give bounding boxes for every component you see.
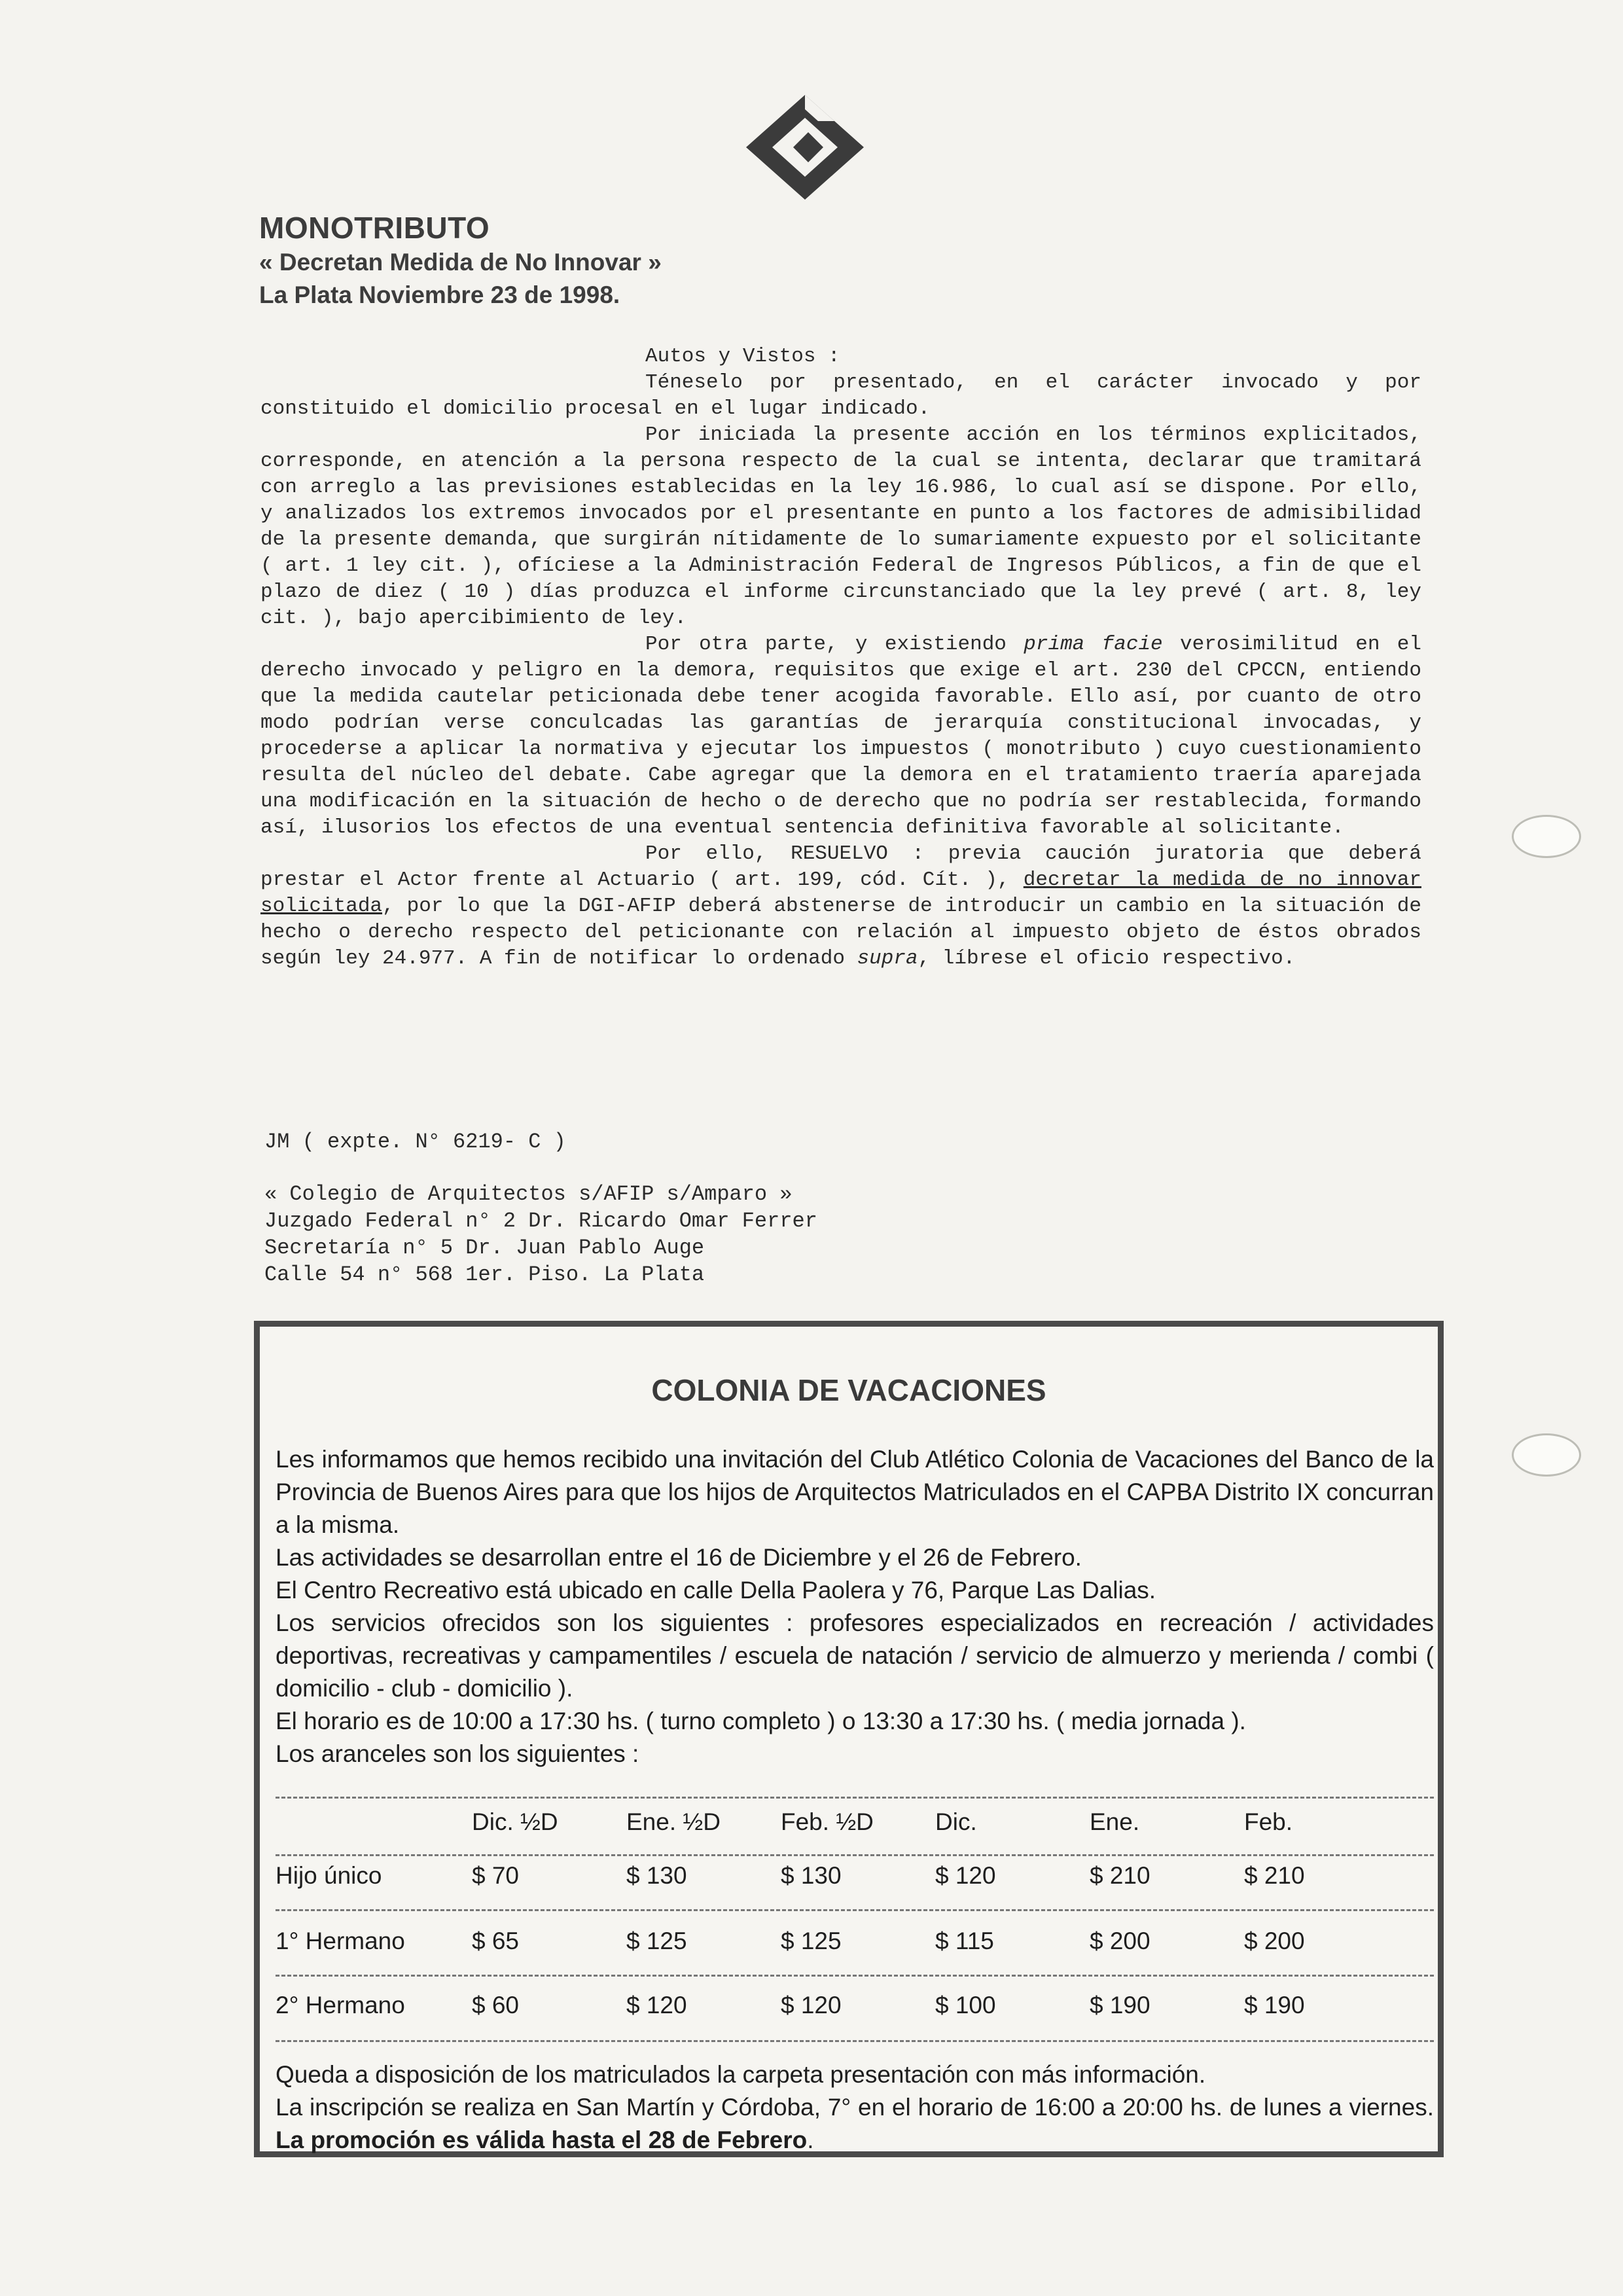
capba-diamond-logo-icon [740, 92, 870, 203]
box-footer [276, 2058, 1434, 2157]
table-cell: $ 130 [626, 1862, 687, 1889]
column-header: Feb. ½D [781, 1808, 874, 1835]
table-cell: $ 210 [1244, 1862, 1305, 1889]
caption-line: « Colegio de Arquitectos s/AFIP s/Amparo » [264, 1182, 793, 1206]
text-run: verosimilitud en el derecho invocado y peligro en la demora, requisitos que exige el art. 230 del CPCCN, entiendo que la medida cautelar peticionada debe tener acogida favorable. Ello así, por cuanto de otro modo podrían verse conculcadas las garantías de jerarquía constitucional invocadas, y procederse a aplicar la normativa y ejecutar los impuestos ( monotributo ) cuyo cuestionamiento resulta del núcleo del debate. Cabe agregar que la demora en el tratamiento traería aparejada una modificación en la situación de hecho o de derecho que no podría ser restablecida, formando así, ilusorios los efectos de una eventual sentencia definitiva favorable al solicitante. [260, 633, 1421, 839]
case-caption [264, 1181, 817, 1288]
box-body [276, 1443, 1434, 1770]
text-run: , por lo que la DGI-AFIP deberá abstenerse de introducir un cambio en la situación de hecho o derecho respecto del peticionante con relación al impuesto objeto de éstos obrados según ley 24.977. A fin de notificar lo ordenado [260, 895, 1421, 970]
column-header: Ene. [1090, 1808, 1140, 1835]
table-cell: $ 200 [1244, 1928, 1305, 1954]
table-row [276, 1928, 1434, 1960]
page-subtitle: « Decretan Medida de No Innovar » [259, 249, 662, 276]
box-title: COLONIA DE VACACIONES [651, 1373, 1046, 1407]
caption-line: Juzgado Federal n° 2 Dr. Ricardo Omar Ferrer [264, 1209, 817, 1233]
ruling-paragraph [260, 632, 1421, 841]
table-cell: $ 120 [935, 1862, 996, 1889]
court-ruling [260, 344, 1421, 972]
text-run: , líbrese el oficio respectivo. [918, 947, 1296, 970]
ruling-paragraph: Téneselo por presentado, en el carácter invocado y por constituido el domicilio procesal en el lugar indicado. [260, 371, 1421, 420]
text-run: . [807, 2126, 814, 2153]
column-header: Ene. ½D [626, 1808, 721, 1835]
ruling-paragraph [260, 841, 1421, 972]
ruling-paragraph: Autos y Vistos : [645, 345, 840, 368]
case-reference: JM ( expte. N° 6219- C ) [264, 1130, 566, 1154]
table-cell: $ 120 [781, 1992, 842, 2018]
table-divider [276, 1975, 1434, 1977]
italic-text: prima facie [1024, 633, 1163, 656]
info-paragraph: Los servicios ofrecidos son los siguientes : profesores especializados en recreación / actividades deportivas, recreativas y campamentiles / escuela de natación / servicio de almuerzo y merienda / combi ( domicilio - club - domicilio ). [276, 1609, 1434, 1702]
document-header [259, 209, 662, 312]
table-divider [276, 1854, 1434, 1856]
row-label: 2° Hermano [276, 1992, 405, 2018]
punch-hole [1512, 1433, 1581, 1477]
table-cell: $ 210 [1090, 1862, 1150, 1889]
table-header-row [276, 1808, 1434, 1841]
colonia-box [254, 1321, 1444, 2157]
table-cell: $ 125 [626, 1928, 687, 1954]
table-row [276, 1862, 1434, 1895]
text-run: Por otra parte, y existiendo [645, 633, 1024, 656]
table-cell: $ 190 [1244, 1992, 1305, 2018]
text-run: Por ello, RESUELVO : previa caución juratoria que deberá prestar el Actor frente al Actuario ( art. 199, cód. Cít. ), [260, 842, 1421, 891]
caption-line: Secretaría n° 5 Dr. Juan Pablo Auge [264, 1236, 705, 1260]
table-cell: $ 60 [472, 1992, 520, 2018]
row-label: 1° Hermano [276, 1928, 405, 1954]
table-cell: $ 200 [1090, 1928, 1150, 1954]
column-header: Dic. [935, 1808, 977, 1835]
table-cell: $ 130 [781, 1862, 842, 1889]
column-header: Feb. [1244, 1808, 1293, 1835]
table-divider [276, 2040, 1434, 2042]
info-paragraph: El Centro Recreativo está ubicado en calle Della Paolera y 76, Parque Las Dalias. [276, 1577, 1156, 1604]
text-run: La inscripción se realiza en San Martín y Córdoba, 7° en el horario de 16:00 a 20:00 hs. de lunes a viernes. [276, 2094, 1434, 2121]
info-paragraph: Queda a disposición de los matriculados la carpeta presentación con más información. [276, 2061, 1206, 2088]
table-cell: $ 115 [935, 1928, 994, 1954]
underlined-text: decretar la medida de no innovar solicitada [260, 869, 1421, 918]
dateline: La Plata Noviembre 23 de 1998. [259, 281, 620, 308]
italic-text: supra [857, 947, 918, 970]
caption-line: Calle 54 n° 568 1er. Piso. La Plata [264, 1263, 705, 1287]
table-divider [276, 1909, 1434, 1911]
row-label: Hijo único [276, 1862, 382, 1889]
info-paragraph: Les informamos que hemos recibido una invitación del Club Atlético Colonia de Vacaciones del Banco de la Provincia de Buenos Aires para que los hijos de Arquitectos Matriculados en el CAPBA Distrito IX concurran a la misma. [276, 1446, 1434, 1538]
table-cell: $ 190 [1090, 1992, 1150, 2018]
page-title: MONOTRIBUTO [259, 211, 490, 245]
info-paragraph [276, 2091, 1434, 2157]
table-cell: $ 120 [626, 1992, 687, 2018]
table-cell: $ 125 [781, 1928, 842, 1954]
info-paragraph: Los aranceles son los siguientes : [276, 1740, 639, 1767]
promotion-note: La promoción es válida hasta el 28 de Febrero [276, 2126, 808, 2153]
punch-hole [1512, 815, 1581, 858]
table-cell: $ 100 [935, 1992, 996, 2018]
table-row [276, 1992, 1434, 2024]
column-header: Dic. ½D [472, 1808, 558, 1835]
info-paragraph: El horario es de 10:00 a 17:30 hs. ( turno completo ) o 13:30 a 17:30 hs. ( media jornada ). [276, 1708, 1246, 1734]
table-cell: $ 65 [472, 1928, 520, 1954]
table-cell: $ 70 [472, 1862, 520, 1889]
ruling-paragraph: Por iniciada la presente acción en los términos explicitados, corresponde, en atención a la persona respecto de la cual se intenta, declarar que tramitará con arreglo a las previsiones establecidas en la ley 16.986, lo cual así se dispone. Por ello, y analizados los extremos invocados por el presentante en punto a los factores de admisibilidad de la presente demanda, que surgirán nítidamente de lo sumariamente expuesto por el solicitante ( art. 1 ley cit. ), ofíciese a la Administración Federal de Ingresos Públicos, a fin de que el plazo de diez ( 10 ) días produzca el informe circunstanciado que la ley prevé ( art. 8, ley cit. ), bajo apercibimiento de ley. [260, 423, 1421, 630]
info-paragraph: Las actividades se desarrollan entre el 16 de Diciembre y el 26 de Febrero. [276, 1544, 1082, 1571]
table-divider [276, 1797, 1434, 1799]
